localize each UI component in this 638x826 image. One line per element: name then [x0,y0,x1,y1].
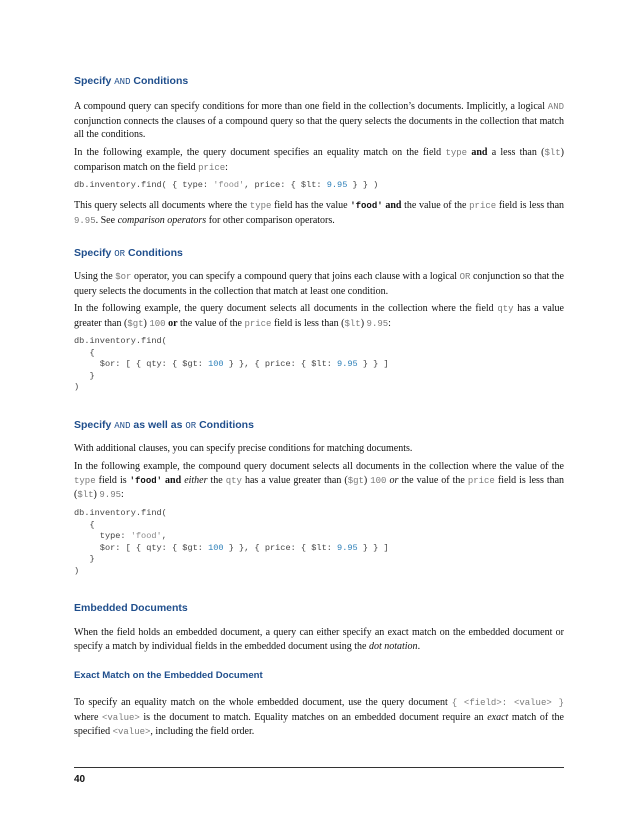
inline-code: type [445,148,468,158]
heading-code: AND [114,77,131,87]
heading-specify-and-or-conditions [74,419,254,431]
text: conjunction connects the clauses of a compound query so that the query selects the documents in the collection that match all the conditions. [74,115,564,141]
inline-code: price [469,201,497,211]
paragraph-and-intro [74,100,564,142]
code-number: 9.95 [337,359,358,369]
inline-code: $lt [544,148,561,158]
text: field has the value [271,200,351,211]
text: field is less than ( [74,474,565,501]
bold-text: and [471,147,488,158]
inline-code: OR [459,272,471,282]
inline-code: 9.95 [99,490,121,501]
code-number: 9.95 [337,542,358,553]
inline-code: type [74,475,96,486]
text: field is less than [496,200,565,211]
code-text: } }, { price: { $lt: [223,359,338,369]
code-number: 100 [208,542,224,553]
heading-specify-or-conditions [74,247,183,259]
italic-text: exact [487,711,509,723]
heading-code: AND [114,421,131,431]
bold-text: and [385,200,402,211]
code-number: 100 [208,359,224,369]
code-block-and-or [74,508,389,577]
text: the value of the [398,474,468,486]
text: A compound query can specify conditions for more than one field in the collection’s documents. Implicitly, a logical [74,101,548,112]
text: is the document to match. Equality matches on an embedded document require an [139,711,488,723]
inline-code: 9.95 [366,318,389,329]
paragraph-andor-intro [74,442,564,456]
text: has a value greater than ( [74,303,564,329]
inline-code: 100 [149,318,166,329]
bold-text: and [165,474,182,486]
code-line: } [74,370,95,381]
paragraph-andor-example [74,460,564,503]
inline-code: 100 [370,475,387,486]
code-block-and [74,180,378,192]
code-block-or [74,336,389,394]
page-number: 40 [74,774,86,785]
text: ) [93,489,100,501]
paragraph-and-example [74,146,564,175]
inline-code: AND [547,102,564,112]
code-text: $or: [ { qty: { $gt: [74,542,209,553]
paragraph-and-result [74,199,564,228]
code-line: { [74,347,95,358]
inline-code: $lt [344,318,361,329]
text: the value of the [177,317,245,329]
code-line: ) [74,565,80,576]
inline-code: price [244,318,272,329]
inline-code: $or [115,272,132,282]
code-string: 'food' [130,531,162,541]
text: When the field holds an embedded document, a query can either specify an exact match on the embedded document or specify a match by individual fields in the embedded document using the [74,627,564,652]
link-comparison-operators[interactable]: comparison operators [117,214,207,226]
text: conjunction so that the query selects the documents in the collection that match at least one condition. [74,271,564,297]
heading-text: Specify [74,419,115,431]
code-line: db.inventory.find( [74,508,167,518]
heading-text: Specify [74,75,115,87]
italic-text: either [184,474,208,486]
text: has a value greater than ( [241,474,348,486]
text: field is less than ( [271,317,345,329]
code-text: , [161,531,167,541]
paragraph-embedded-intro [74,626,564,653]
heading-specify-and-conditions [74,75,188,87]
code-line: } [74,554,95,564]
code-string: 'food' [213,180,245,190]
inline-code: 9.95 [74,215,96,226]
text: In the following example, the query document selects all documents in the collection where the field [74,303,498,314]
link-dot-notation[interactable]: dot notation [368,640,418,652]
code-number: 9.95 [326,180,348,190]
inline-code: $gt [127,318,144,329]
text: a less than ( [487,147,545,158]
code-text: type: [74,531,131,541]
code-text: $or: [ { qty: { $gt: [74,359,209,369]
text: where [74,711,102,723]
code-line: { [74,519,95,530]
inline-code: qty [225,475,242,486]
inline-code: <value> [102,712,140,723]
paragraph-exact-match [74,696,564,740]
text: . [417,640,421,652]
code-text: db.inventory.find( { type: [74,180,214,190]
code-text: } } ) [347,180,379,190]
heading-text: Conditions [125,247,183,259]
code-text: , price: { $lt: [244,180,327,190]
text: ) [360,317,367,329]
heading-text: Conditions [130,75,189,87]
text: : [225,161,228,173]
inline-code: <value> [112,727,151,738]
text: the [207,474,226,486]
text: Using the [74,271,116,282]
heading-exact-match-embedded: Exact Match on the Embedded Document [74,670,263,681]
text: for other comparison operators. [206,214,335,226]
text: . See [95,214,118,226]
heading-text: Conditions [196,419,254,431]
inline-code: price [467,475,495,486]
text: : [388,317,391,329]
bold-text: or [168,317,178,329]
text: ) [143,317,150,329]
heading-embedded-documents: Embedded Documents [74,602,188,614]
inline-code: $gt [347,475,364,486]
text: ) [363,474,371,486]
inline-code: type [249,201,272,211]
code-line: ) [74,382,80,392]
heading-text: as well as [130,419,186,431]
inline-code: price [198,162,226,173]
text: , including the field order. [150,726,255,738]
text: match of the specified [74,711,564,738]
italic-text: or [389,474,399,486]
text: the value of the [401,200,470,211]
text: In the following example, the query document specifies an equality match on the field [74,147,446,158]
paragraph-or-example [74,302,564,331]
heading-code: OR [185,421,197,431]
text: To specify an equality match on the whole embedded document, use the query document [74,697,452,708]
inline-code-bold: 'food' [350,201,383,211]
text: operator, you can specify a compound query that joins each clause with a logical [131,271,460,282]
inline-code: { <field>: <value> } [451,698,564,708]
heading-text: Specify [74,247,115,259]
code-line: db.inventory.find( [74,336,167,346]
inline-code: $lt [77,490,94,501]
code-text: } }, { price: { $lt: [223,542,338,553]
code-text: } } ] [357,359,389,369]
text: This query selects all documents where the [74,200,250,211]
text: : [121,489,124,501]
text: field is [95,474,130,486]
inline-code-bold: 'food' [129,475,163,486]
heading-code: OR [114,249,126,259]
inline-code: qty [497,304,514,314]
code-text: } } ] [357,542,389,553]
text: ) comparison match on the field [74,147,564,173]
footer-rule [74,767,564,768]
paragraph-or-intro [74,270,564,298]
text: With additional clauses, you can specify precise conditions for matching documents. [74,443,413,454]
text: In the following example, the compound query document selects all documents in the collection where the value of the [74,461,564,472]
